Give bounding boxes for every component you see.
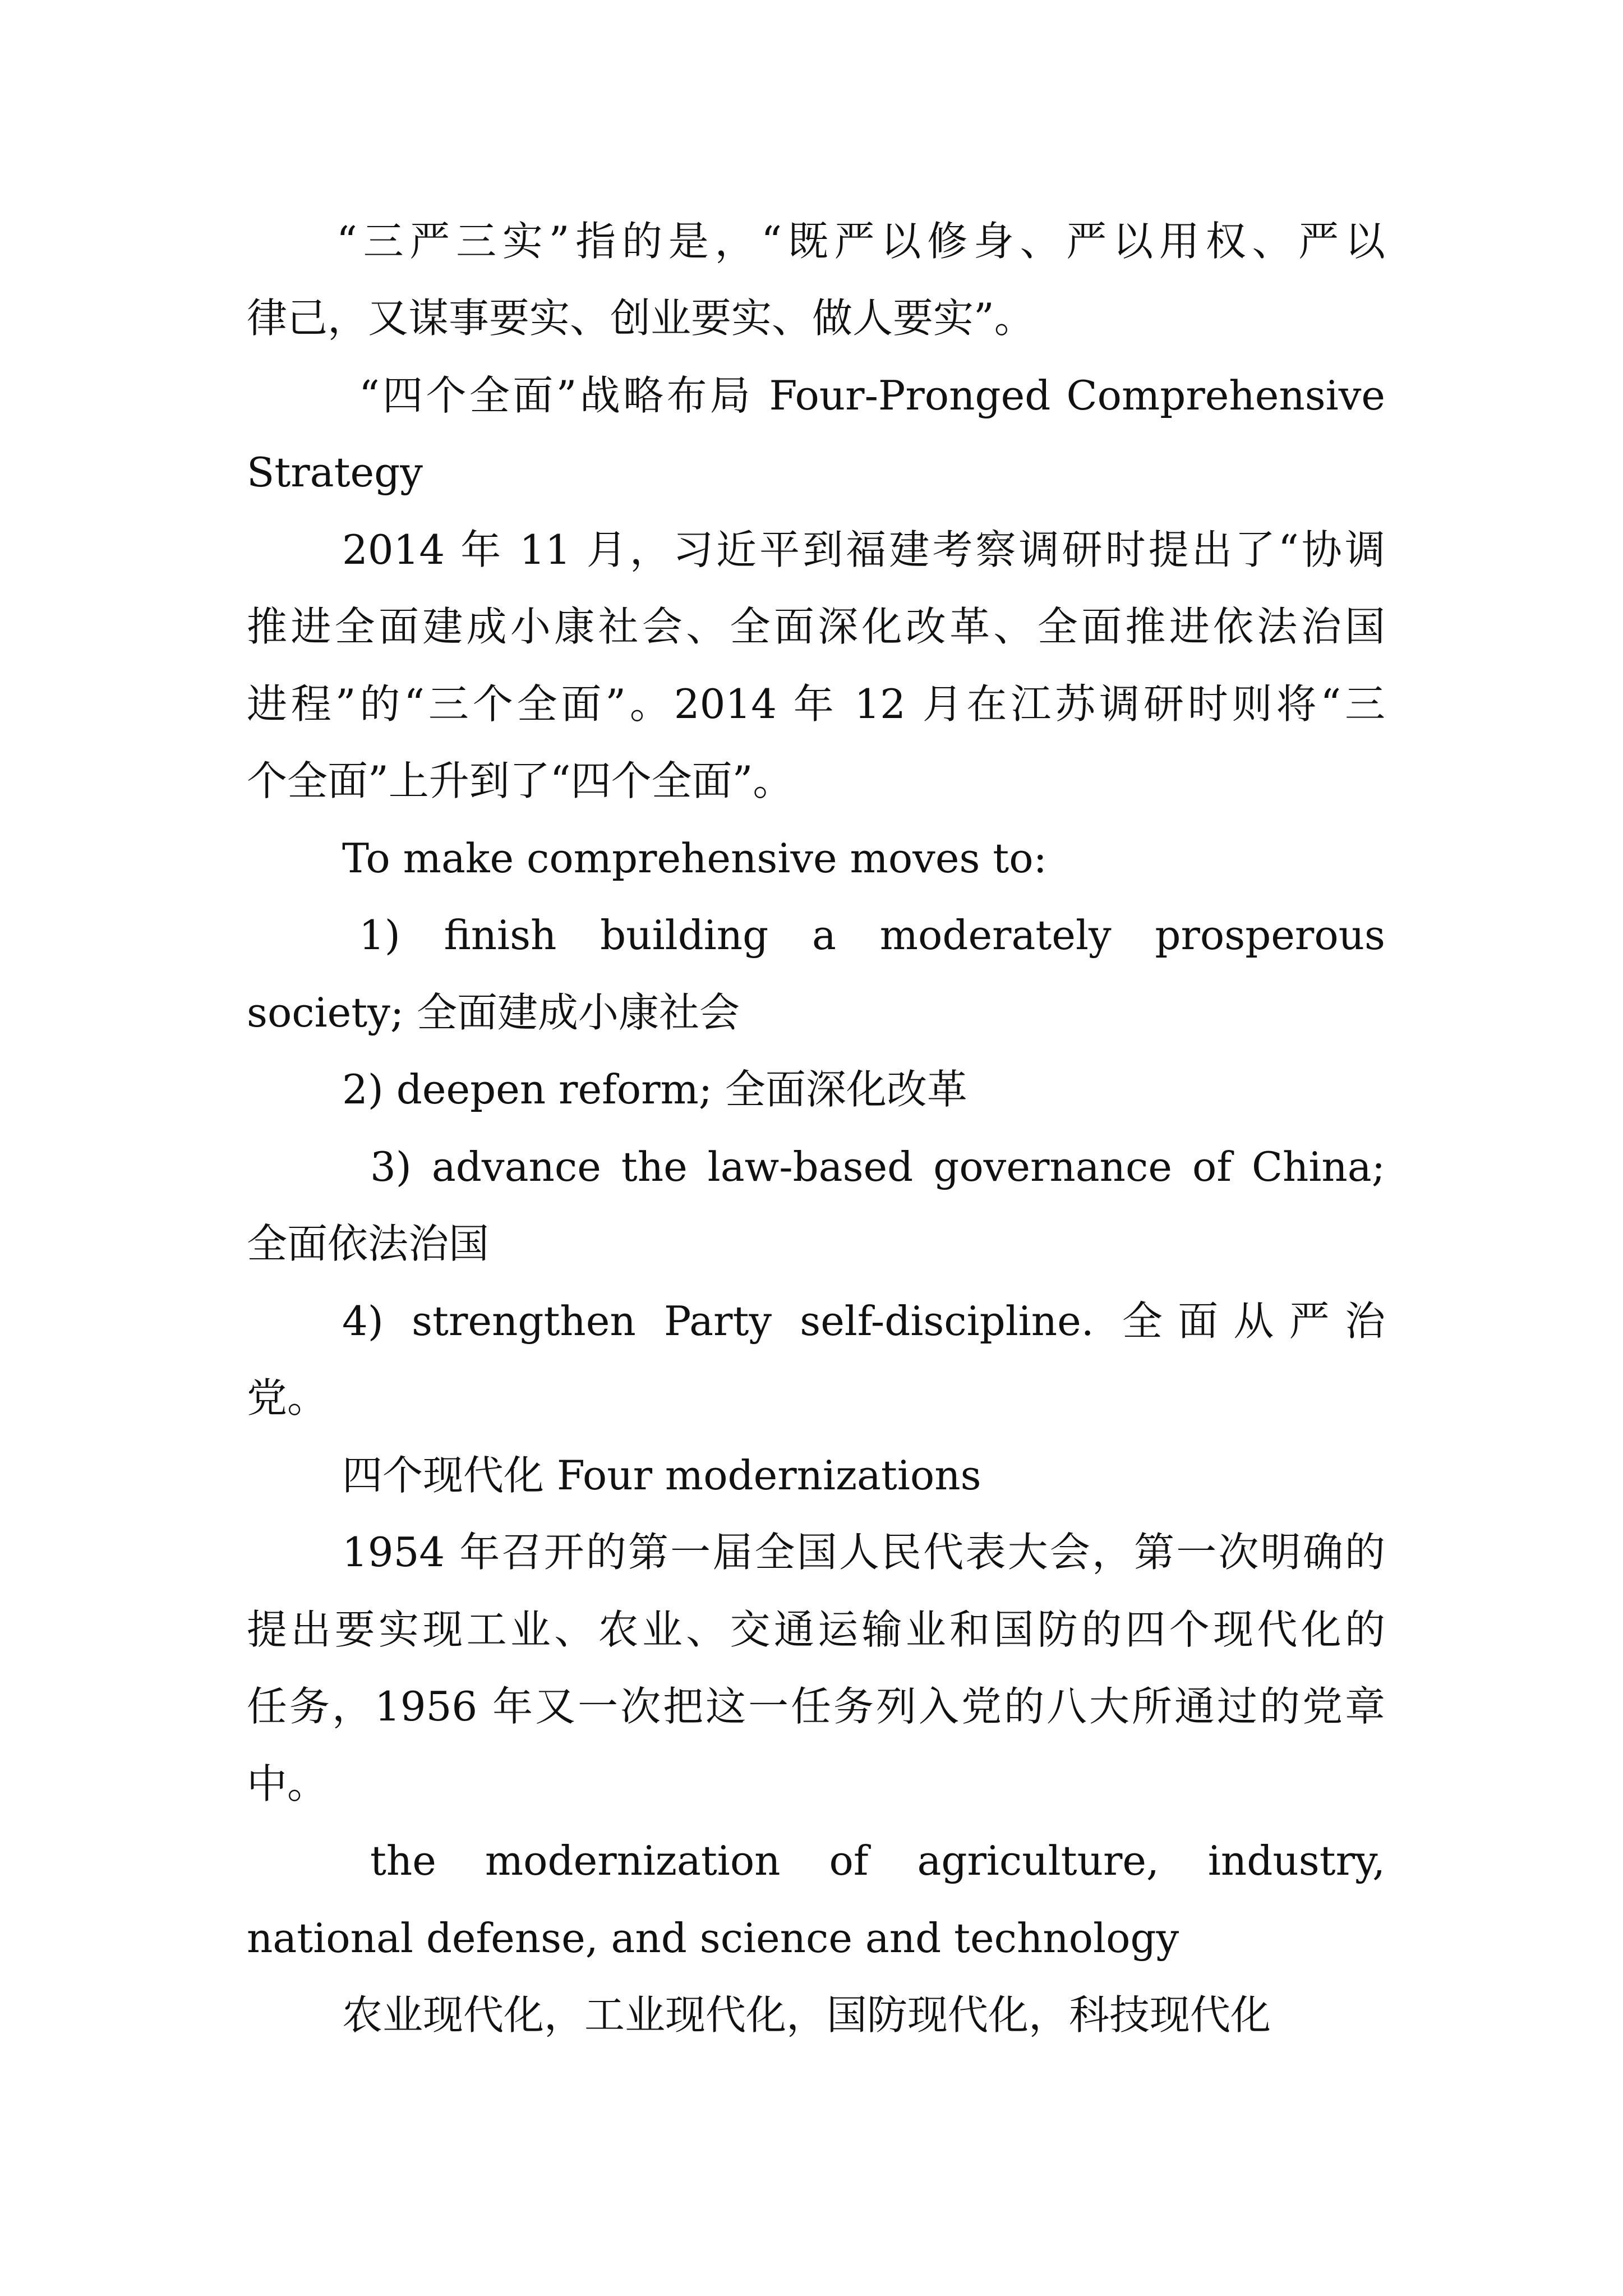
text-line-16: 党。 <box>247 1374 328 1421</box>
text-line-2: 律己，又谋事要实、创业要实、做人要实”。 <box>247 295 1035 342</box>
text-line-6: 推进全面建成小康社会、全面深化改革、全面推进依法治国 <box>247 603 1385 650</box>
text-line-21: 中。 <box>247 1760 328 1807</box>
text-line-18: 1954 年召开的第一届全国人民代表大会，第一次明确的 <box>342 1529 1385 1576</box>
text-line-15: 4) strengthen Party self-discipline. 全面从严治 <box>342 1297 1385 1345</box>
text-line-4: Strategy <box>247 449 423 496</box>
text-line-5: 2014 年 11 月，习近平到福建考察调研时提出了“协调 <box>342 526 1385 573</box>
text-line-12: 2) deepen reform; 全面深化改革 <box>342 1066 967 1113</box>
text-line-20: 任务，1956 年又一次把这一任务列入党的八大所通过的党章 <box>247 1683 1385 1730</box>
text-line-14: 全面依法治国 <box>247 1220 490 1267</box>
text-line-24: 农业现代化，工业现代化，国防现代化，科技现代化 <box>342 1991 1271 2039</box>
text-line-17: 四个现代化 Four modernizations <box>342 1452 981 1499</box>
text-line-22: the modernization of agriculture, industry, <box>370 1837 1385 1884</box>
text-line-13: 3) advance the law-based governance of China; <box>370 1143 1385 1190</box>
text-line-1: “三严三实”指的是，“既严以修身、严以用权、严以 <box>336 218 1385 265</box>
text-line-11: society; 全面建成小康社会 <box>247 989 740 1036</box>
text-line-9: To make comprehensive moves to: <box>342 835 1047 882</box>
text-line-10: 1) finish building a moderately prosperous <box>359 912 1385 959</box>
text-line-3: “四个全面”战略布局 Four-Pronged Comprehensive <box>359 372 1385 419</box>
text-line-23: national defense, and science and technology <box>247 1915 1179 1962</box>
text-line-8: 个全面”上升到了“四个全面”。 <box>247 757 794 804</box>
text-line-7: 进程”的“三个全面”。2014 年 12 月在江苏调研时则将“三 <box>247 680 1385 728</box>
text-line-19: 提出要实现工业、农业、交通运输业和国防的四个现代化的 <box>247 1606 1385 1653</box>
